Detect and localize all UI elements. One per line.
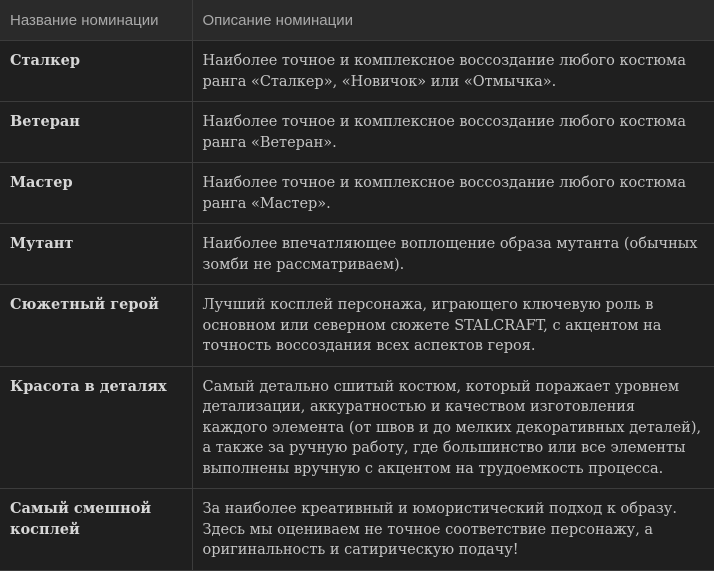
table-row: [0, 366, 714, 489]
header-row: [0, 0, 714, 41]
table-row: [0, 163, 714, 224]
nomination-name: Сталкер: [0, 41, 192, 102]
table-row: [0, 224, 714, 285]
table-body: [0, 41, 714, 571]
nomination-description: Наиболее точное и комплексное воссоздание любого костюма ранга «Ветеран».: [192, 102, 714, 163]
nomination-name: Самый смешной косплей: [0, 489, 192, 571]
table-row: [0, 285, 714, 367]
header-nomination-name: Название номинации: [0, 0, 192, 41]
nomination-name: Мутант: [0, 224, 192, 285]
header-nomination-description: Описание номинации: [192, 0, 714, 41]
nomination-name: Красота в деталях: [0, 366, 192, 489]
table-row: [0, 41, 714, 102]
nomination-name: Сюжетный герой: [0, 285, 192, 367]
table-header: [0, 0, 714, 41]
nomination-name: Ветеран: [0, 102, 192, 163]
nomination-description: Наиболее точное и комплексное воссоздание любого костюма ранга «Мастер».: [192, 163, 714, 224]
table-row: [0, 102, 714, 163]
table-row: [0, 489, 714, 571]
nomination-description: Наиболее впечатляющее воплощение образа мутанта (обычных зомби не рассматриваем).: [192, 224, 714, 285]
nomination-description: Лучший косплей персонажа, играющего ключевую роль в основном или северном сюжете STALCRAFT, с акцентом на точность воссоздания всех аспектов героя.: [192, 285, 714, 367]
nomination-description: За наиболее креативный и юмористический подход к образу. Здесь мы оцениваем не точное соответствие персонажу, а оригинальность и сатирическую подачу!: [192, 489, 714, 571]
nomination-description: Наиболее точное и комплексное воссоздание любого костюма ранга «Сталкер», «Новичок» или «Отмычка».: [192, 41, 714, 102]
nomination-name: Мастер: [0, 163, 192, 224]
nomination-description: Самый детально сшитый костюм, который поражает уровнем детализации, аккуратностью и качеством изготовления каждого элемента (от швов и до мелких декоративных деталей), а также за ручную работу, где большинство или все элементы выполнены вручную с акцентом на трудоемкость процесса.: [192, 366, 714, 489]
